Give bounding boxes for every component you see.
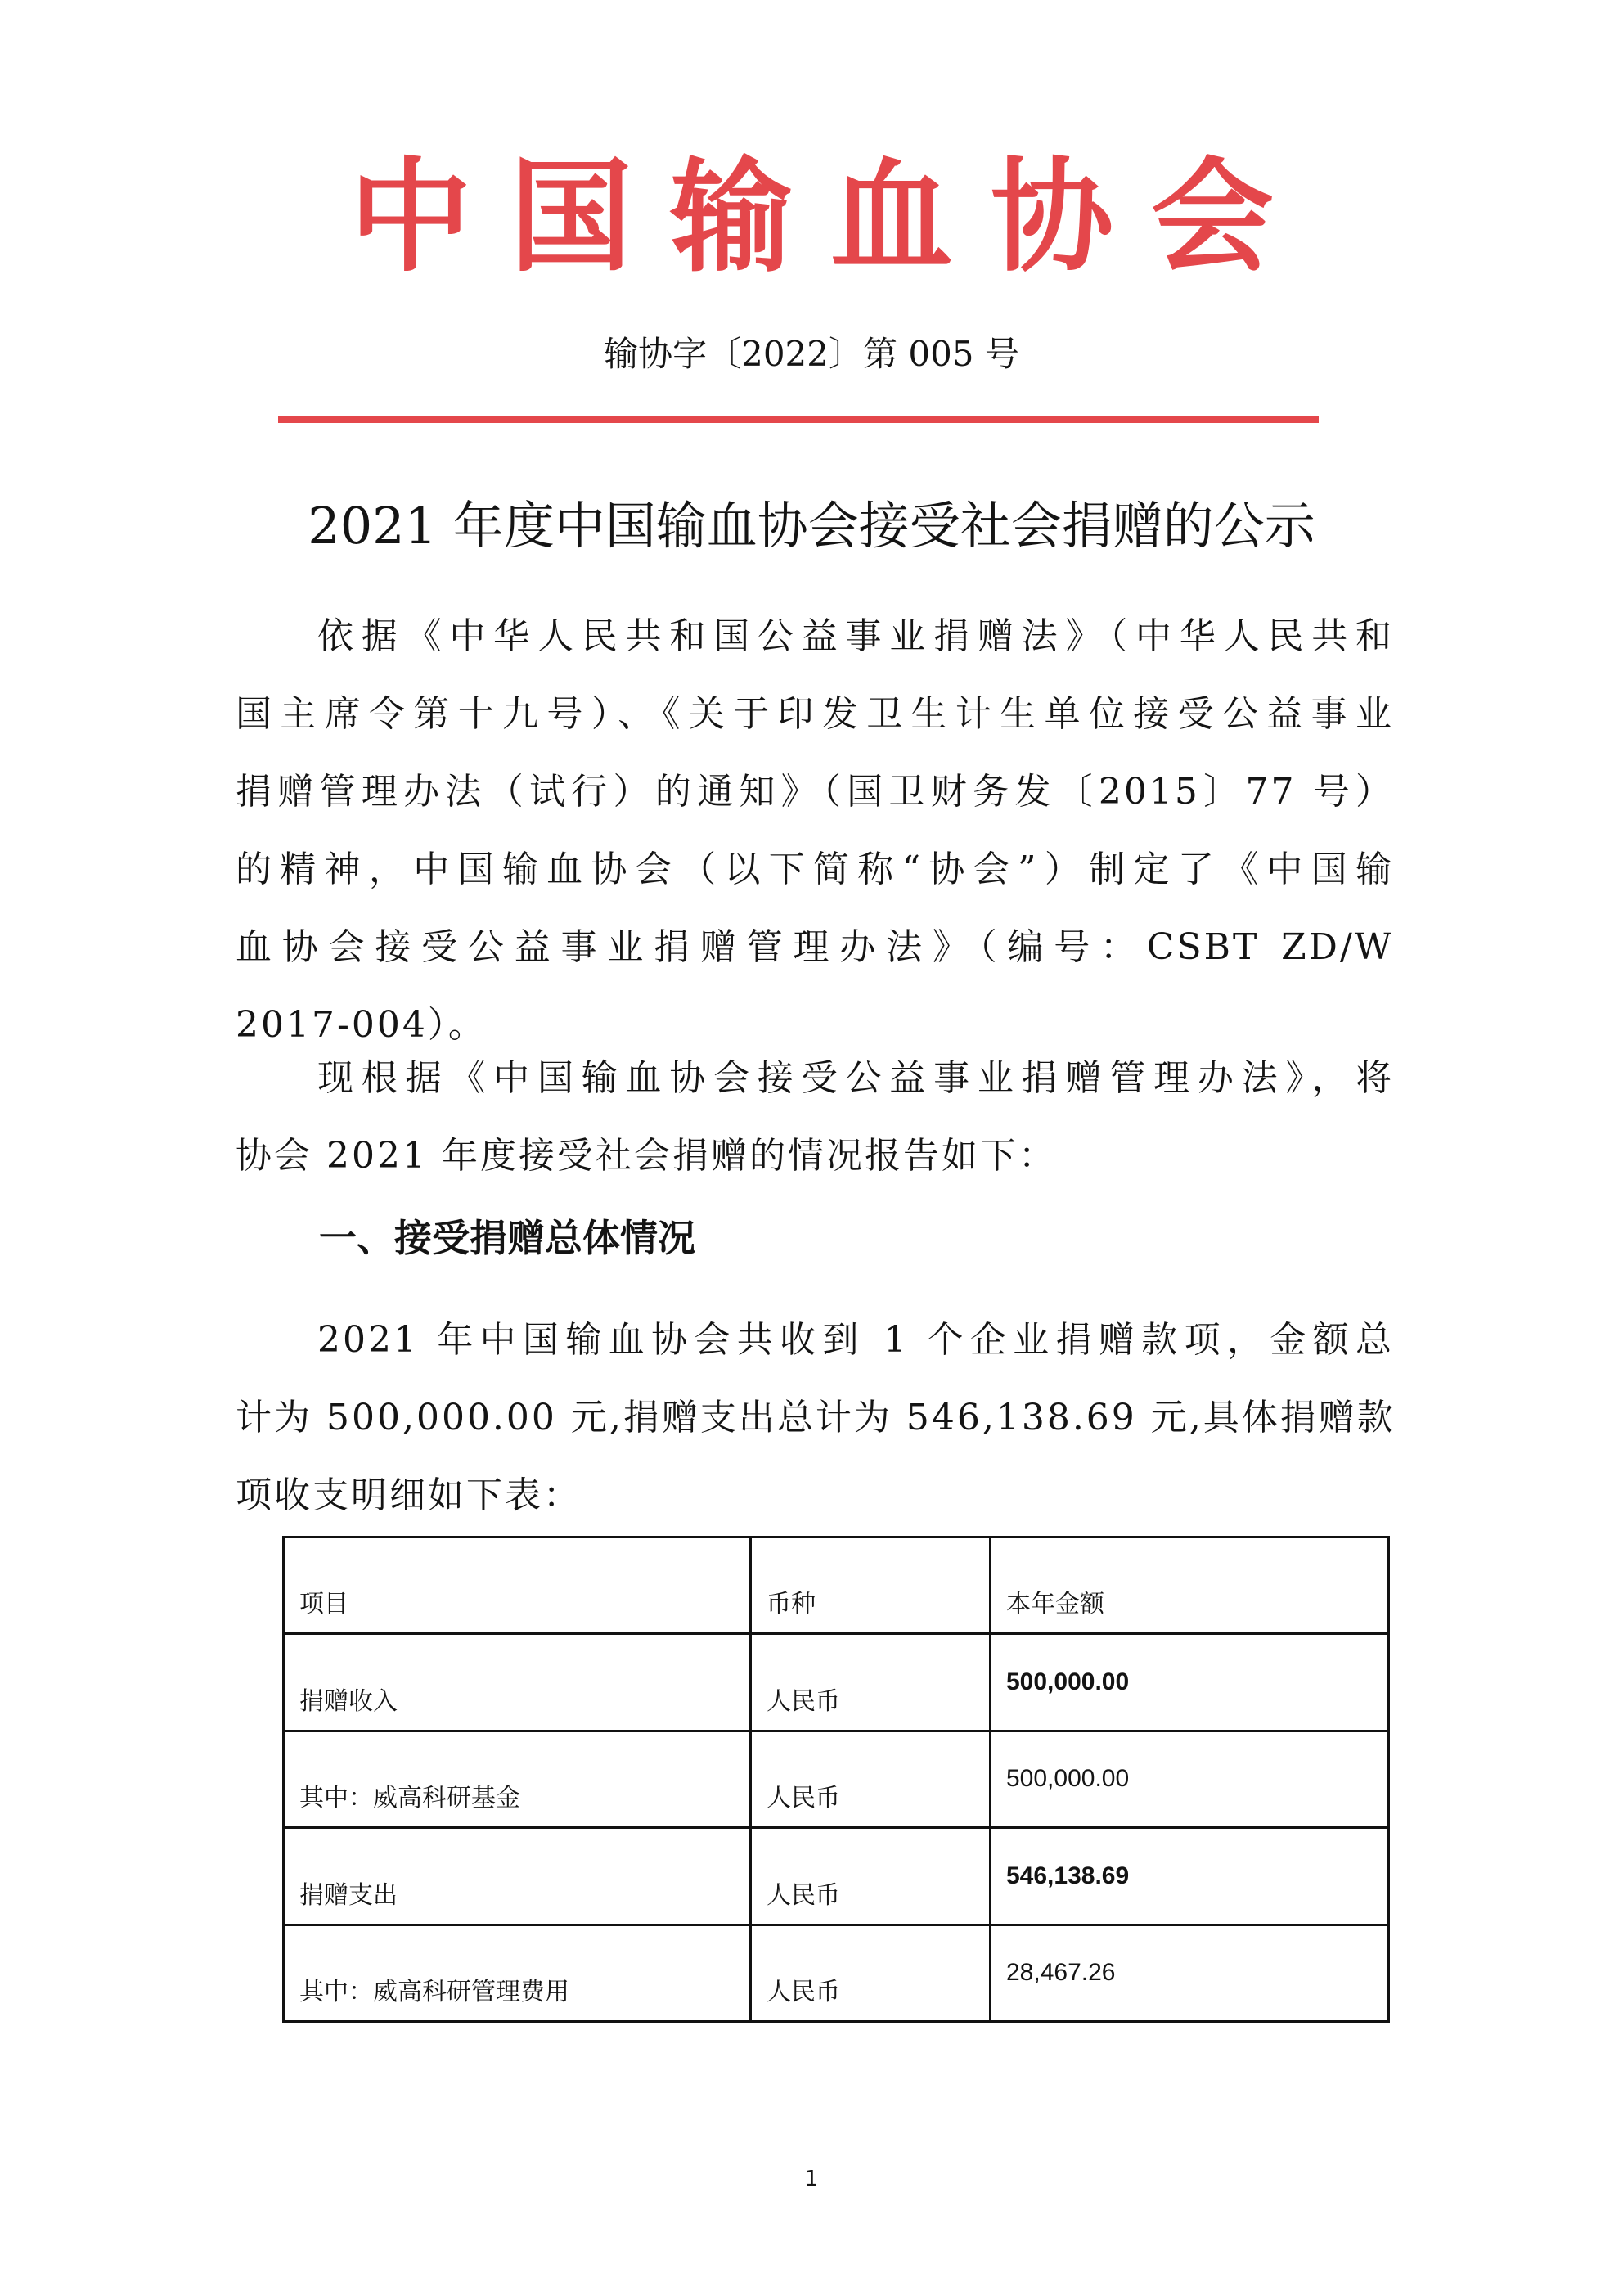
cell-currency: 人民币 [751,1925,991,2021]
cell-item: 捐赠支出 [284,1828,751,1925]
paragraph-line: 血协会接受公益事业捐赠管理办法》（编号：CSBT ZD/W [236,926,1394,968]
document-number: 输协字〔2022〕第 005 号 [604,334,1019,374]
header-item: 项目 [284,1537,751,1634]
header-currency: 币种 [751,1537,991,1634]
cell-item: 捐赠收入 [284,1634,751,1731]
paragraph-line: 协会 2021 年度接受社会捐赠的情况报告如下： [236,1135,1057,1177]
cell-amount: 28,467.26 [991,1925,1389,2021]
paragraph-line: 计为 500,000.00 元,捐赠支出总计为 546,138.69 元,具体捐赠款 [236,1397,1396,1438]
paragraph-line: 现根据《中国输血协会接受公益事业捐赠管理办法》，将 [317,1057,1394,1099]
cell-currency: 人民币 [751,1634,991,1731]
table-row [284,1731,1389,1827]
cell-currency: 人民币 [751,1828,991,1925]
section-heading: 一、接受捐赠总体情况 [319,1216,695,1260]
paragraph-line: 项收支明细如下表： [236,1474,582,1516]
paragraph-line: 国主席令第十九号）、《关于印发卫生计生单位接受公益事业 [236,693,1394,735]
cell-currency: 人民币 [751,1731,991,1827]
cell-amount: 546,138.69 [991,1828,1389,1925]
paragraph-legal-basis [236,597,1394,1064]
letterhead-title: 中国输血协会 [348,145,1311,289]
paragraph-line: 依据《中华人民共和国公益事业捐赠法》（中华人民共和 [317,615,1394,657]
cell-item: 其中：威高科研基金 [284,1731,751,1827]
header-amount: 本年金额 [991,1537,1389,1634]
paragraph-line: 2021 年中国输血协会共收到 1 个企业捐赠款项，金额总 [317,1319,1394,1361]
paragraph-line: 捐赠管理办法（试行）的通知》（国卫财务发〔2015〕77 号） [236,771,1394,813]
table-header-row [284,1537,1389,1634]
paragraph-line: 2017-004）。 [236,1004,487,1046]
page-number: 1 [804,2167,819,2191]
cell-amount: 500,000.00 [991,1731,1389,1827]
donation-table [282,1536,1390,2023]
page-title: 2021 年度中国输血协会接受社会捐赠的公示 [308,496,1315,556]
paragraph-summary [236,1301,1394,1534]
paragraph-line: 的精神，中国输血协会（以下简称“协会”）制定了《中国输 [236,849,1394,890]
table-row [284,1634,1389,1731]
red-divider [278,416,1319,423]
table-row [284,1828,1389,1925]
cell-amount: 500,000.00 [991,1634,1389,1731]
table-row [284,1925,1389,2021]
paragraph-report-intro [236,1039,1394,1195]
cell-item: 其中：威高科研管理费用 [284,1925,751,2021]
